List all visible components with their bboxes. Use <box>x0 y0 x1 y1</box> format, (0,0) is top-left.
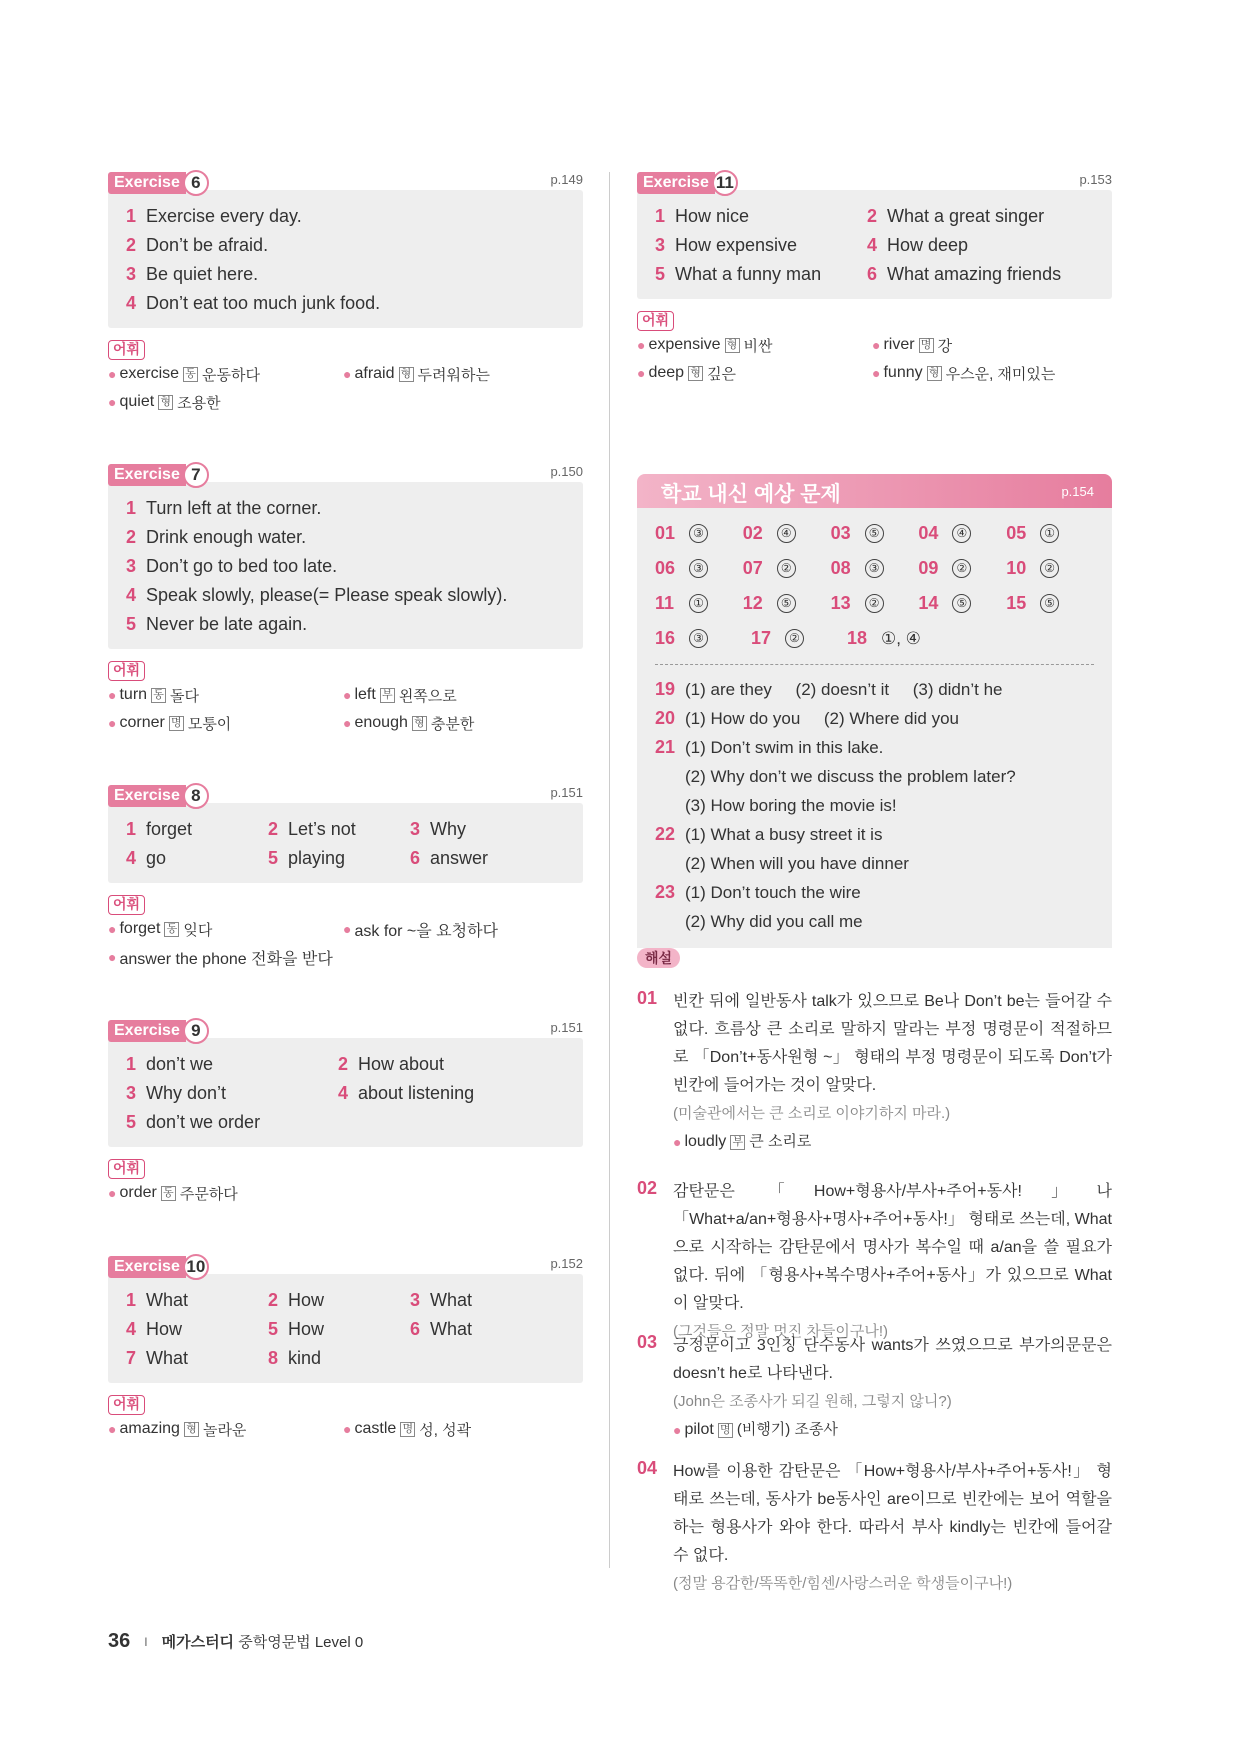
page-ref: p.151 <box>550 1020 583 1035</box>
answer-text: Don’t eat too much junk food. <box>146 293 381 313</box>
page-ref: p.153 <box>1079 172 1112 187</box>
choice-mark: ⑤ <box>865 524 884 543</box>
translation-text: (미술관에서는 큰 소리로 이야기하지 마라.) <box>673 1105 951 1122</box>
vocab-meaning: 조용한 <box>177 394 221 412</box>
answer-text: How nice <box>675 206 750 226</box>
answer-box <box>108 190 583 328</box>
vocab-word: turn <box>119 686 148 703</box>
question-number: 01 <box>655 523 676 543</box>
page-ref: p.154 <box>1061 484 1094 499</box>
vocab-meaning: 충분한 <box>430 715 475 733</box>
explanation-number: 03 <box>637 1332 658 1352</box>
choice-mark: ④ <box>777 524 796 543</box>
choice-mark: ② <box>777 559 796 578</box>
question-number: 13 <box>830 593 851 613</box>
answer-text: go <box>146 848 167 868</box>
vocab-meaning: 비싼 <box>743 337 773 355</box>
exercise-6: Exercise 6 p.149 1 Exercise every day. 2 Don’t be afraid. 3 Be quiet here. 4 Don’t eat too much junk food. 어휘 ● exercise 동 운동하다 ● afraid 형 두려워하는 ● quiet 형 조용한 <box>108 172 583 412</box>
choice-mark: ③ <box>689 559 708 578</box>
question-number: 06 <box>655 558 676 578</box>
answer-text: Don’t go to bed too late. <box>146 556 338 576</box>
pos-tag: 동 <box>164 922 179 937</box>
question-number: 03 <box>830 523 851 543</box>
vocab-meaning: 큰 소리로 <box>749 1133 812 1150</box>
question-number: 22 <box>655 824 676 844</box>
book-title <box>162 1631 364 1652</box>
exercise-label: Exercise <box>108 1256 186 1278</box>
exercise-label: Exercise <box>108 172 186 194</box>
exercise-number: 8 <box>183 783 209 809</box>
answer-box <box>108 803 583 883</box>
vocab-meaning: 두려워하는 <box>417 366 490 384</box>
vocab-word: loudly <box>684 1133 727 1150</box>
explanation-04 <box>637 1458 1112 1598</box>
answer-number: 2 <box>126 527 137 547</box>
vocab-meaning: 우스운, 재미있는 <box>945 365 1056 383</box>
vocab-tag: 어휘 <box>108 340 145 360</box>
explanation-text: 긍정문이고 3인칭 단수동사 wants가 쓰였으므로 부가의문문은 doesn’t he로 나타낸다. <box>673 1337 1112 1382</box>
pos-tag: 부 <box>730 1135 745 1150</box>
exercise-label: Exercise <box>637 172 715 194</box>
page-ref: p.149 <box>550 172 583 187</box>
answer-number: 4 <box>867 235 878 255</box>
vocab-tag: 어휘 <box>108 1159 145 1179</box>
exercise-7: Exercise 7 p.150 1 Turn left at the corner. 2 Drink enough water. 3 Don’t go to bed too late. 4 Speak slowly, please(= Please speak slowly). 5 Never be late again. 어휘 ● turn 동 돌다 ● left 부 왼쪽으로 ● corner 명 모퉁이 ● enough 형 충분한 <box>108 464 583 733</box>
column-divider <box>609 172 610 1568</box>
answer-text: don’t we order <box>146 1112 261 1132</box>
answer-text: (1) Don’t touch the wire <box>685 882 861 902</box>
answer-text: Don’t be afraid. <box>146 235 269 255</box>
answer-number: 8 <box>268 1348 279 1368</box>
explanation-number: 04 <box>637 1458 658 1478</box>
exercise-number: 10 <box>183 1254 209 1280</box>
answer-text: What <box>146 1348 189 1368</box>
answer-text: forget <box>146 819 193 839</box>
vocab-meaning: 강 <box>937 337 953 355</box>
explanation-02 <box>637 1178 1112 1346</box>
explanation-01: 01 빈칸 뒤에 일반동사 talk가 있으므로 Be나 Don’t be는 들어갈 수 없다. 흐름상 큰 소리로 말하지 말라는 부정 명령문이 적절하므로 「Don’t+동사원형 ~」 형태의 부정 명령문이 되도록 Don’t가 빈칸에 들어가는 것이 알맞다. (미술관에서는 큰 소리로 이야기하지 마라.) ● loudly 부 큰 소리로 <box>637 988 1112 1156</box>
vocab-tag: 어휘 <box>108 1395 145 1415</box>
title-part-b: 예상 문제 <box>753 483 841 506</box>
question-number: 04 <box>918 523 939 543</box>
answer-number: 1 <box>126 1290 137 1310</box>
explanation-text: How를 이용한 감탄문은 「How+형용사/부사+주어+동사!」 형태로 쓰는데, 동사가 be동사인 are이므로 빈칸에는 보어 역할을 하는 형용사가 와야 한다. 따라서 부사 kindly는 빈칸에 들어갈 수 없다. <box>673 1463 1112 1564</box>
answer-text: Why <box>430 819 466 839</box>
title-part-a: 학교 내신 <box>661 483 748 506</box>
choice-mark: ⑤ <box>1040 594 1059 613</box>
answer-text: Speak slowly, please(= Please speak slowly). <box>146 585 508 605</box>
question-number: 21 <box>655 737 676 757</box>
question-number: 15 <box>1006 593 1027 613</box>
question-number: 05 <box>1006 523 1027 543</box>
choice-mark: ⑤ <box>952 594 971 613</box>
answer-box <box>108 1038 583 1147</box>
answer-text: How <box>146 1319 183 1339</box>
pos-tag: 명 <box>718 1423 733 1438</box>
page-footer <box>108 1630 363 1653</box>
answer-text: answer <box>430 848 489 868</box>
answer-number: 3 <box>126 556 137 576</box>
answer-number: 2 <box>867 206 878 226</box>
answer-text: don’t we <box>146 1054 214 1074</box>
exercise-label: Exercise <box>108 785 186 807</box>
answer-number: 3 <box>410 1290 421 1310</box>
translation-text: (정말 용감한/똑똑한/힘센/사랑스러운 학생들이구나!) <box>673 1575 1013 1592</box>
answer-text: Turn left at the corner. <box>146 498 322 518</box>
pos-tag: 동 <box>161 1186 176 1201</box>
answer-number: 7 <box>126 1348 137 1368</box>
answer-number: 4 <box>338 1083 349 1103</box>
question-number: 18 <box>847 628 868 648</box>
answer-text: What <box>430 1319 473 1339</box>
explanation-tag-row <box>637 948 1112 968</box>
exercise-number: 9 <box>183 1018 209 1044</box>
choice-mark: ③ <box>689 629 708 648</box>
answer-text: What <box>146 1290 189 1310</box>
vocab-word: forget <box>119 920 161 937</box>
answer-box <box>108 482 583 649</box>
exercise-label: Exercise <box>108 464 186 486</box>
pos-tag: 명 <box>169 716 184 731</box>
answer-text: Never be late again. <box>146 614 308 634</box>
explanation-number: 01 <box>637 988 658 1008</box>
question-number: 20 <box>655 708 676 728</box>
pos-tag: 형 <box>927 366 942 381</box>
exercise-number: 6 <box>183 170 209 196</box>
pos-tag: 형 <box>184 1422 199 1437</box>
vocab-meaning: 돌다 <box>170 687 200 705</box>
choice-mark: ①, ④ <box>881 628 921 648</box>
choice-mark: ③ <box>865 559 884 578</box>
answer-number: 4 <box>126 1319 137 1339</box>
translation-text: (그것들은 정말 멋진 차들이구나!) <box>673 1323 889 1340</box>
question-number: 08 <box>830 558 851 578</box>
answer-text: kind <box>288 1348 322 1368</box>
answer-number: 1 <box>126 819 137 839</box>
answer-text: Be quiet here. <box>146 264 259 284</box>
question-number: 11 <box>655 593 675 613</box>
vocab-word: corner <box>119 714 165 731</box>
answer-text: Drink enough water. <box>146 527 307 547</box>
vocab-word: enough <box>354 714 408 731</box>
answer-number: 5 <box>655 264 666 284</box>
answer-text: (1) How do you (2) Where did you <box>685 708 960 728</box>
explanation-text: 감탄문은 「How+형용사/부사+주어+동사!」나 「What+a/an+형용사+명사+주어+동사!」 형태로 쓰는데, What으로 시작하는 감탄문에서 명사가 복수일 때 a/an을 쓸 필요가 없다. 뒤에 「형용사+복수명사+주어+동사」가 있으므로 What이 알맞다. <box>673 1183 1112 1312</box>
pos-tag: 명 <box>400 1422 415 1437</box>
vocab-meaning: 모퉁이 <box>187 715 232 733</box>
answer-text: (3) How boring the movie is! <box>685 795 897 815</box>
vocab-word: pilot <box>684 1421 714 1438</box>
question-number: 02 <box>742 523 763 543</box>
vocab-meaning: 왼쪽으로 <box>398 687 457 705</box>
pos-tag: 명 <box>919 338 934 353</box>
vocab-meaning: 깊은 <box>707 365 737 383</box>
exercise-11: Exercise 11 p.153 1 How nice 2 What a great singer 3 How expensive 4 How deep 5 What a funny man 6 What amazing friends 어휘 ● expensive 형 비싼 ● river 명 강 ● deep 형 깊은 ● funny 형 우스운, 재미있는 <box>637 172 1112 383</box>
question-number: 10 <box>1006 558 1027 578</box>
answer-box <box>637 190 1112 299</box>
answer-number: 4 <box>126 293 137 313</box>
explanation-tag: 해설 <box>637 948 680 968</box>
school-answer-box <box>637 508 1112 948</box>
answer-text: How expensive <box>675 235 798 255</box>
answer-box <box>108 1274 583 1383</box>
answer-number: 6 <box>410 1319 421 1339</box>
question-number: 19 <box>655 679 676 699</box>
answer-number: 1 <box>126 498 137 518</box>
choice-mark: ④ <box>952 524 971 543</box>
school-exam-banner <box>637 474 1112 508</box>
answer-text: What a funny man <box>675 264 822 284</box>
answer-text: How deep <box>887 235 969 255</box>
answer-number: 6 <box>867 264 878 284</box>
pos-tag: 동 <box>151 688 166 703</box>
pos-tag: 동 <box>183 367 198 382</box>
choice-mark: ② <box>785 629 804 648</box>
answer-number: 5 <box>126 1112 137 1132</box>
explanation-03: 03 긍정문이고 3인칭 단수동사 wants가 쓰였으므로 부가의문문은 doesn’t he로 나타낸다. (John은 조종사가 되길 원해, 그렇지 않니?) ● pilot 명 (비행기) 조종사 <box>637 1332 1112 1444</box>
vocab-tag: 어휘 <box>637 311 674 331</box>
answer-number: 1 <box>655 206 666 226</box>
vocab-tag: 어휘 <box>108 661 145 681</box>
explanation-text: 빈칸 뒤에 일반동사 talk가 있으므로 Be나 Don’t be는 들어갈 수 없다. 흐름상 큰 소리로 말하지 말라는 부정 명령문이 적절하므로 「Don’t+동사원형 ~」 형태의 부정 명령문이 되도록 Don’t가 빈칸에 들어가는 것이 알맞다. <box>673 993 1112 1094</box>
pos-tag: 부 <box>380 688 395 703</box>
page-ref: p.151 <box>550 785 583 800</box>
pos-tag: 형 <box>725 338 740 353</box>
answer-number: 5 <box>268 1319 279 1339</box>
exercise-10: Exercise 10 p.152 1 What 2 How 3 What 4 How 5 How 6 What 7 What 8 kind 어휘 ● amazing 형 놀라운 ● castle 명 성, 성곽 <box>108 1256 583 1439</box>
vocab-word: deep <box>648 364 685 381</box>
answer-number: 1 <box>126 206 137 226</box>
vocab-word: left <box>354 686 376 703</box>
answer-number: 4 <box>126 848 137 868</box>
answer-text: (2) When will you have dinner <box>685 853 909 873</box>
answer-text: (1) are they (2) doesn’t it (3) didn’t he <box>685 679 1003 699</box>
pos-tag: 형 <box>158 395 173 410</box>
vocab-phrase: ask for ~을 요청하다 <box>354 922 498 940</box>
answer-number: 2 <box>268 1290 279 1310</box>
vocab-word: afraid <box>354 365 395 382</box>
vocab-tag: 어휘 <box>108 895 145 915</box>
page-number: 36 <box>108 1630 131 1652</box>
vocab-meaning: 운동하다 <box>202 366 261 384</box>
question-number: 14 <box>918 593 939 613</box>
answer-number: 1 <box>126 1054 137 1074</box>
vocab-meaning: 놀라운 <box>202 1421 247 1439</box>
vocab-phrase: answer the phone 전화을 받다 <box>119 950 333 968</box>
question-number: 12 <box>742 593 763 613</box>
answer-text: What <box>430 1290 473 1310</box>
question-number: 17 <box>751 628 772 648</box>
answer-text: Why don’t <box>146 1083 227 1103</box>
question-number: 09 <box>918 558 939 578</box>
choice-mark: ② <box>1040 559 1059 578</box>
answer-number: 6 <box>410 848 421 868</box>
answer-number: 4 <box>126 585 137 605</box>
vocab-meaning: 주문하다 <box>179 1185 238 1203</box>
vocab-word: order <box>119 1184 157 1201</box>
question-number: 16 <box>655 628 676 648</box>
answer-text: (1) Don’t swim in this lake. <box>685 737 884 757</box>
exercise-number: 11 <box>712 170 738 196</box>
pos-tag: 형 <box>399 367 414 382</box>
exercise-label: Exercise <box>108 1020 186 1042</box>
pos-tag: 형 <box>688 366 703 381</box>
vocab-meaning: (비행기) 조종사 <box>736 1421 838 1438</box>
vocab-word: quiet <box>119 393 155 410</box>
answer-number: 3 <box>410 819 421 839</box>
choice-mark: ② <box>952 559 971 578</box>
answer-text: What a great singer <box>887 206 1045 226</box>
vocab-meaning: 잊다 <box>183 921 213 939</box>
answer-number: 3 <box>126 1083 137 1103</box>
answer-number: 5 <box>126 614 137 634</box>
answer-text: playing <box>288 848 346 868</box>
pos-tag: 형 <box>412 716 427 731</box>
vocab-word: funny <box>883 364 923 381</box>
exercise-8: Exercise 8 p.151 1 forget 2 Let’s not 3 Why 4 go 5 playing 6 answer 어휘 ● forget 동 잊다 ● ask for ~을 요청하다 ● answer the phone 전화을 받다 <box>108 785 583 968</box>
answer-number: 2 <box>338 1054 349 1074</box>
dashed-divider <box>655 664 1094 665</box>
answer-number: 2 <box>126 235 137 255</box>
answer-text: (2) Why don’t we discuss the problem later? <box>685 766 1016 786</box>
translation-text: (John은 조종사가 되길 원해, 그렇지 않니?) <box>673 1393 952 1410</box>
footer-separator: I <box>144 1634 148 1649</box>
exercise-number: 7 <box>183 462 209 488</box>
brand-name: 메가스터디 <box>161 1634 235 1651</box>
question-number: 07 <box>742 558 763 578</box>
vocab-meaning: 성, 성곽 <box>419 1421 472 1439</box>
choice-mark: ③ <box>689 524 708 543</box>
exercise-9: Exercise 9 p.151 1 don’t we 2 How about 3 Why don’t 4 about listening 5 don’t we order 어휘 ● order 동 주문하다 <box>108 1020 583 1203</box>
answer-number: 3 <box>126 264 137 284</box>
answer-text: Exercise every day. <box>146 206 302 226</box>
answer-text: How about <box>358 1054 445 1074</box>
answer-number: 5 <box>268 848 279 868</box>
book-name: 중학영문법 Level 0 <box>238 1634 364 1651</box>
section-title <box>661 478 841 508</box>
vocab-word: amazing <box>119 1420 180 1437</box>
choice-mark: ① <box>689 594 708 613</box>
question-number: 23 <box>655 882 676 902</box>
school-exam-section <box>637 474 1112 948</box>
vocab-word: expensive <box>648 336 721 353</box>
answer-text: How <box>288 1290 325 1310</box>
vocab-word: exercise <box>119 365 180 382</box>
choice-mark: ⑤ <box>777 594 796 613</box>
explanation-number: 02 <box>637 1178 658 1198</box>
answer-text: Let’s not <box>288 819 356 839</box>
answer-text: How <box>288 1319 325 1339</box>
answer-number: 3 <box>655 235 666 255</box>
answer-text: (1) What a busy street it is <box>685 824 883 844</box>
answer-text: about listening <box>358 1083 475 1103</box>
page-ref: p.150 <box>550 464 583 479</box>
page-ref: p.152 <box>550 1256 583 1271</box>
vocab-word: castle <box>354 1420 397 1437</box>
vocab-word: river <box>883 336 915 353</box>
answer-text: What amazing friends <box>887 264 1062 284</box>
choice-mark: ① <box>1040 524 1059 543</box>
answer-text: (2) Why did you call me <box>685 911 863 931</box>
answer-number: 2 <box>268 819 279 839</box>
choice-mark: ② <box>865 594 884 613</box>
